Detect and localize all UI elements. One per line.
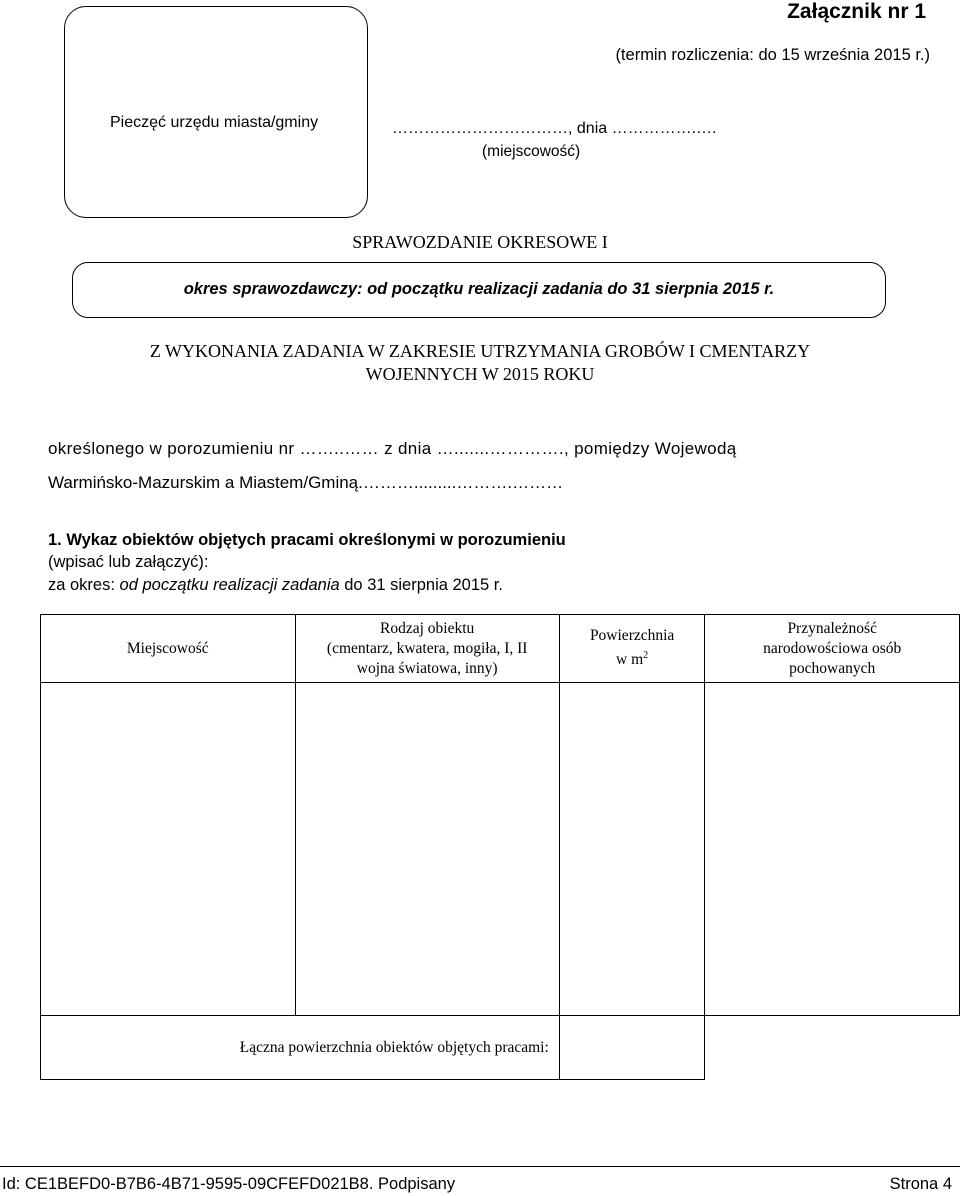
col-area-header (559, 615, 705, 683)
document-id: Id: CE1BEFD0-B7B6-4B71-9595-09CFEFD021B8. Podpisany (2, 1175, 456, 1193)
section1-period-italic: od początku realizacji zadania (119, 576, 340, 594)
section1-heading (48, 531, 566, 550)
agreement-line2: Warmińsko-Mazurskim a Miastem/Gminą.……….........……….……… (48, 473, 564, 492)
col-locality-label: Miejscowość (126, 639, 209, 657)
col-object-type-line1: Rodzaj obiektu (380, 619, 475, 637)
settlement-deadline: (termin rozliczenia: do 15 września 2015 r.) (615, 46, 930, 64)
col-locality-header (41, 615, 296, 683)
col-area-line2: w m (616, 651, 644, 669)
cell-nationality[interactable] (705, 683, 960, 1016)
section1-note: (wpisać lub załączyć): (48, 553, 209, 571)
attachment-title: Załącznik nr 1 (787, 0, 926, 23)
section1-period-prefix: za okres: (48, 576, 120, 594)
col-object-type-header (295, 615, 559, 683)
report-subject-line2: WOJENNYCH W 2015 ROKU (365, 364, 595, 384)
total-label-cell (41, 1016, 560, 1080)
report-period: okres sprawozdawczy: od początku realizacji zadania do 31 sierpnia 2015 r. (183, 280, 775, 298)
footer-divider (0, 1166, 960, 1167)
stamp-label: Pieczęć urzędu miasta/gminy (110, 114, 319, 131)
total-label: Łączna powierzchnia obiektów objętych pracami: (239, 1038, 549, 1056)
col-area-sup: 2 (643, 650, 649, 662)
section1-heading-text: 1. Wykaz obiektów objętych pracami określonymi w porozumieniu (48, 531, 566, 549)
total-area-cell[interactable] (559, 1016, 705, 1080)
cell-object-type[interactable] (295, 683, 559, 1016)
section1-period-suffix: do 31 sierpnia 2015 r. (339, 576, 503, 594)
col-area-line1: Powierzchnia (589, 627, 675, 645)
cell-locality[interactable] (41, 683, 296, 1016)
table-total-row (41, 1016, 960, 1080)
place-date-line: ……………………………, dnia …………….…. (392, 120, 717, 137)
report-subject-line1: Z WYKONANIA ZADANIA W ZAKRESIE UTRZYMANIA GROBÓW I CMENTARZY (149, 341, 811, 361)
agreement-line1: określonego w porozumieniu nr ……..…… z dnia ….......…………., pomiędzy Wojewodą (48, 439, 737, 458)
col-nationality-line1: Przynależność (787, 619, 877, 637)
section1-period (48, 576, 503, 595)
report-title: SPRAWOZDANIE OKRESOWE I (352, 232, 608, 252)
objects-table (40, 614, 960, 1080)
table-header-row (41, 615, 960, 683)
col-nationality-line2: narodowościowa osób (763, 639, 902, 657)
table-row (41, 683, 960, 1016)
stamp-box (64, 6, 368, 218)
place-caption: (miejscowość) (482, 143, 581, 160)
col-nationality-line3: pochowanych (789, 659, 876, 677)
col-nationality-header (705, 615, 960, 683)
total-empty-cell (705, 1016, 960, 1080)
col-object-type-line2: (cmentarz, kwatera, mogiła, I, II (326, 639, 528, 657)
col-object-type-line3: wojna światowa, inny) (356, 659, 498, 677)
page-number: Strona 4 (889, 1175, 952, 1193)
footer (0, 1168, 960, 1196)
cell-area[interactable] (559, 683, 705, 1016)
